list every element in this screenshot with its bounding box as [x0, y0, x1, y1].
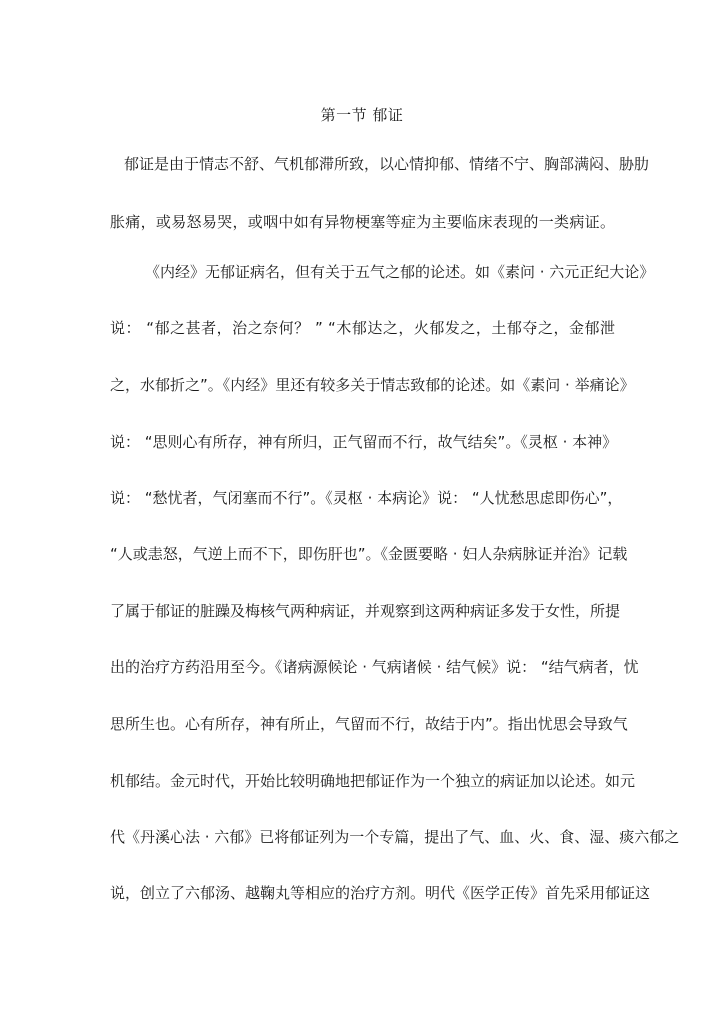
- paragraph-line: 说： “郁之甚者，治之奈何？ ” “木郁达之，火郁发之，土郁夺之，金郁泄: [110, 319, 615, 337]
- paragraph-line: 胀痛，或易怒易哭，或咽中如有异物梗塞等症为主要临床表现的一类病证。: [110, 213, 615, 231]
- paragraph-line: 了属于郁证的脏躁及梅核气两种病证，并观察到这两种病证多发于女性，所提: [110, 602, 621, 620]
- paragraph-line: 郁证是由于情志不舒、气机郁滞所致，以心情抑郁、情绪不宁、胸部满闷、胁肋: [124, 155, 650, 173]
- paragraph-line: 之，水郁折之”。《内经》里还有较多关于情志致郁的论述。如《素问 · 举痛论》: [110, 376, 635, 394]
- paragraph-line: 说： “思则心有所存，神有所归，正气留而不行，故气结矣”。《灵枢 · 本神》: [110, 433, 618, 451]
- paragraph-line: 《内经》无郁证病名，但有关于五气之郁的论述。如《素问 · 六元正纪大论》: [145, 263, 655, 281]
- paragraph-line: 代《丹溪心法 · 六郁》已将郁证列为一个专篇，提出了气、血、火、食、湿、痰六郁之: [110, 828, 680, 846]
- paragraph-line: 说： “愁忧者，气闭塞而不行”。《灵枢 · 本病论》说： “人忧愁思虑即伤心”，: [110, 489, 623, 507]
- paragraph-line: 思所生也。心有所存，神有所止，气留而不行，故结于内”。指出忧思会导致气: [110, 715, 628, 733]
- paragraph-line: 出的治疗方药沿用至今。《诸病源候论 · 气病诸候 · 结气候》说： “结气病者，忧: [110, 658, 639, 676]
- section-title: 第一节 郁证: [320, 106, 404, 124]
- paragraph-line: 说，创立了六郁汤、越鞠丸等相应的治疗方剂。明代《医学正传》首先采用郁证这: [110, 884, 651, 902]
- paragraph-line: “人或恚怒，气逆上而不下，即伤肝也”。《金匮要略 · 妇人杂病脉证并治》记载: [110, 545, 628, 563]
- paragraph-line: 机郁结。金元时代，开始比较明确地把郁证作为一个独立的病证加以论述。如元: [110, 772, 636, 790]
